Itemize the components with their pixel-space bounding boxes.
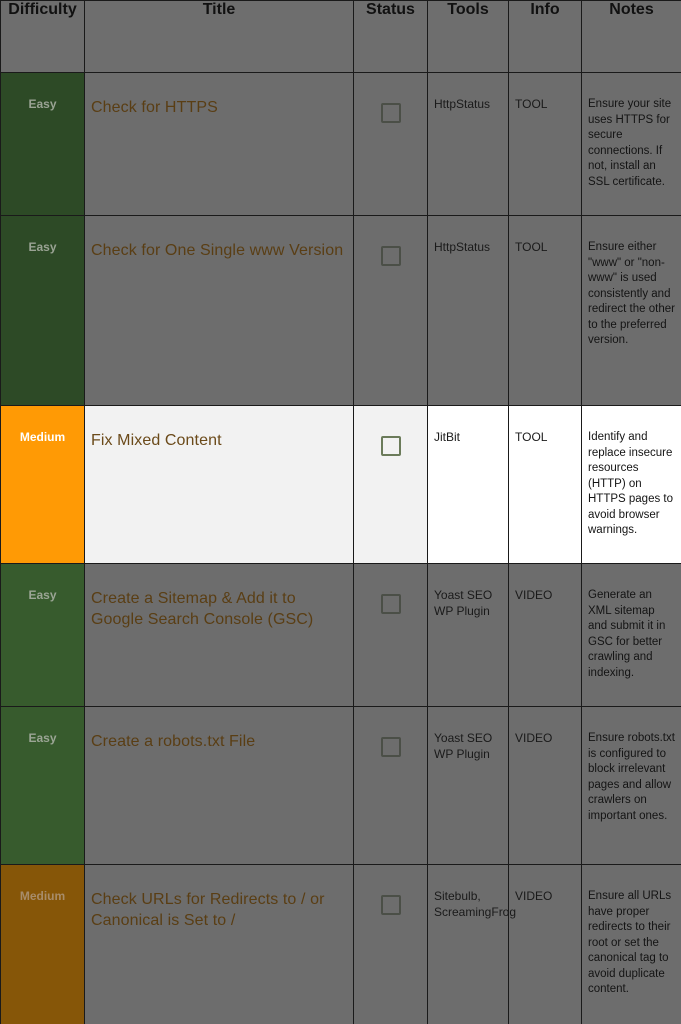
status-cell xyxy=(354,216,428,406)
difficulty-badge: Medium xyxy=(1,406,85,564)
task-title: Check for One Single www Version xyxy=(85,216,354,406)
header-tools[interactable]: Tools xyxy=(428,1,509,73)
task-notes: Ensure your site uses HTTPS for secure connections. If not, install an SSL certificate. xyxy=(582,73,681,216)
table-row xyxy=(1,865,681,1024)
status-cell xyxy=(354,865,428,1024)
table-row xyxy=(1,406,681,564)
task-title: Check URLs for Redirects to / or Canonical is Set to / xyxy=(85,865,354,1024)
task-title: Fix Mixed Content xyxy=(85,406,354,564)
tools-link[interactable]: JitBit xyxy=(428,406,509,564)
task-notes: Ensure either "www" or "non-www" is used consistently and redirect the other to the preferred version. xyxy=(582,216,681,406)
checkbox-icon[interactable] xyxy=(381,737,401,757)
table-row xyxy=(1,564,681,707)
task-title: Create a robots.txt File xyxy=(85,707,354,865)
task-title: Check for HTTPS xyxy=(85,73,354,216)
info-link[interactable]: TOOL xyxy=(509,216,582,406)
header-row xyxy=(1,1,681,73)
info-link[interactable]: VIDEO xyxy=(509,564,582,707)
tools-link[interactable]: Yoast SEO WP Plugin xyxy=(428,707,509,865)
status-cell xyxy=(354,73,428,216)
task-notes: Ensure all URLs have proper redirects to their root or set the canonical tag to avoid duplicate content. xyxy=(582,865,681,1024)
table-row xyxy=(1,216,681,406)
checkbox-icon[interactable] xyxy=(381,246,401,266)
status-cell xyxy=(354,707,428,865)
difficulty-badge: Easy xyxy=(1,564,85,707)
checkbox-icon[interactable] xyxy=(381,895,401,915)
info-link[interactable]: VIDEO xyxy=(509,865,582,1024)
info-link[interactable]: VIDEO xyxy=(509,707,582,865)
tools-link[interactable]: HttpStatus xyxy=(428,73,509,216)
table-row xyxy=(1,707,681,865)
difficulty-badge: Easy xyxy=(1,216,85,406)
checkbox-icon[interactable] xyxy=(381,594,401,614)
info-link[interactable]: TOOL xyxy=(509,406,582,564)
task-notes: Identify and replace insecure resources (HTTP) on HTTPS pages to avoid browser warnings. xyxy=(582,406,681,564)
header-status[interactable]: Status xyxy=(354,1,428,73)
task-notes: Ensure robots.txt is configured to block irrelevant pages and allow crawlers on important ones. xyxy=(582,707,681,865)
difficulty-badge: Easy xyxy=(1,707,85,865)
header-info[interactable]: Info xyxy=(509,1,582,73)
header-difficulty[interactable]: Difficulty xyxy=(1,1,85,73)
task-title: Create a Sitemap & Add it to Google Search Console (GSC) xyxy=(85,564,354,707)
difficulty-badge: Easy xyxy=(1,73,85,216)
tools-link[interactable]: Yoast SEO WP Plugin xyxy=(428,564,509,707)
status-cell xyxy=(354,406,428,564)
header-notes[interactable]: Notes xyxy=(582,1,681,73)
table-row xyxy=(1,73,681,216)
header-title[interactable]: Title xyxy=(85,1,354,73)
checkbox-icon[interactable] xyxy=(381,436,401,456)
tools-link[interactable]: HttpStatus xyxy=(428,216,509,406)
status-cell xyxy=(354,564,428,707)
difficulty-badge: Medium xyxy=(1,865,85,1024)
checkbox-icon[interactable] xyxy=(381,103,401,123)
info-link[interactable]: TOOL xyxy=(509,73,582,216)
tools-link[interactable]: Sitebulb, ScreamingFrog xyxy=(428,865,509,1024)
task-notes: Generate an XML sitemap and submit it in GSC for better crawling and indexing. xyxy=(582,564,681,707)
